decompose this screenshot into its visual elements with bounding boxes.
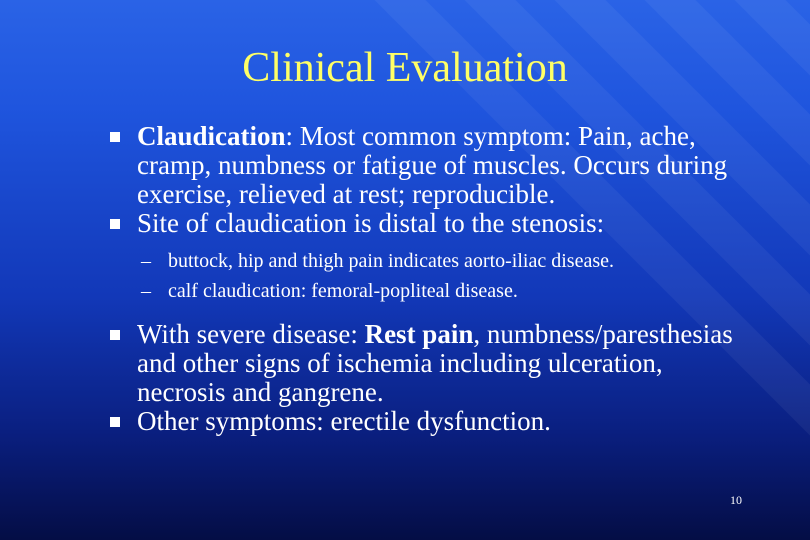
bullet-text: : Most common symptom: Pain, ache, cramp, numbness or fatigue of muscles. Occurs during exercise, relieved at rest; reproducible. — [137, 121, 728, 209]
dash-marker: – — [141, 250, 151, 272]
bullet-text: Other symptoms: erectile dysfunction. — [137, 406, 551, 436]
bullet-claudication — [110, 122, 750, 209]
sub-bullet-list — [110, 246, 750, 306]
square-bullet-icon — [110, 417, 120, 427]
bullet-text: , numbness/paresthesias and other signs of ischemia including ulceration, necrosis and gangrene. — [137, 319, 733, 407]
dash-marker: – — [141, 280, 151, 302]
square-bullet-icon — [110, 132, 120, 142]
slide-title: Clinical Evaluation — [242, 45, 568, 91]
bullet-site — [110, 209, 750, 238]
square-bullet-icon — [110, 330, 120, 340]
sub-bullet-text: buttock, hip and thigh pain indicates aorto-iliac disease. — [168, 250, 614, 272]
bullet-text: Site of claudication is distal to the stenosis: — [137, 208, 605, 238]
bullet-prefix: With severe disease: — [137, 319, 365, 349]
bullet-other-symptoms — [110, 407, 750, 436]
sub-bullet-item — [110, 276, 750, 306]
page-number: 10 — [730, 493, 742, 507]
bullet-severe-disease — [110, 320, 750, 407]
slide-body — [110, 122, 750, 436]
bullet-bold-term: Claudication — [137, 121, 286, 151]
square-bullet-icon — [110, 219, 120, 229]
bullet-bold-term: Rest pain — [364, 319, 474, 349]
sub-bullet-item — [110, 246, 750, 276]
sub-bullet-text: calf claudication: femoral-popliteal disease. — [168, 280, 518, 302]
